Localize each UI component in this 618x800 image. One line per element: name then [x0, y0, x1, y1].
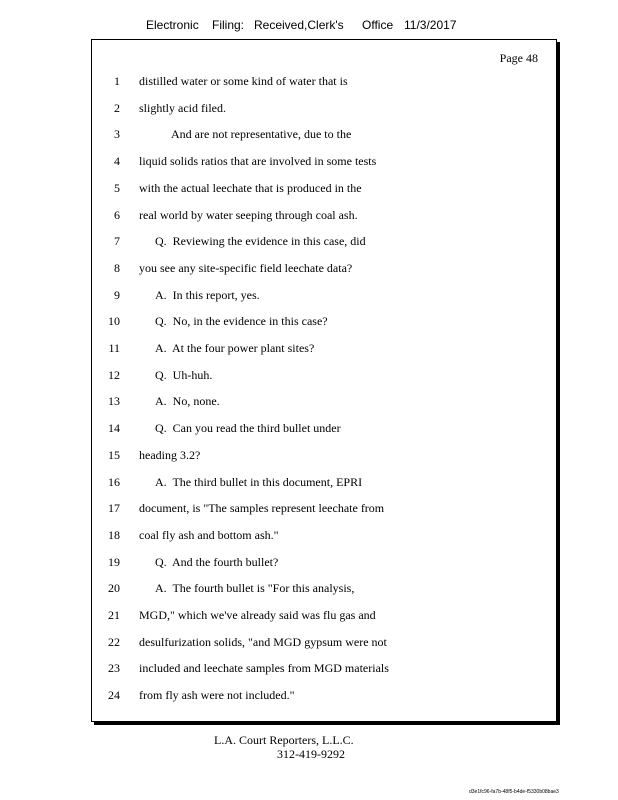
line-number: 12 [108, 367, 120, 382]
line-number: 21 [108, 608, 120, 622]
footer-company: L.A. Court Reporters, L.L.C. [214, 733, 354, 747]
transcript-line [92, 341, 552, 361]
line-text: liquid solids ratios that are involved in some tests [139, 154, 377, 169]
line-text: heading 3.2? [139, 447, 201, 462]
line-number: 7 [114, 234, 120, 249]
header-received-clerks: Received,Clerk's [254, 18, 344, 32]
line-number: 20 [108, 581, 120, 596]
transcript-line [92, 368, 552, 388]
transcript-line [92, 261, 552, 281]
line-text: document, is "The samples represent leechate from [139, 501, 385, 516]
line-text: from fly ash were not included." [139, 688, 295, 703]
line-number: 10 [108, 314, 120, 329]
line-text: Q. Uh-huh. [155, 367, 213, 382]
line-text: included and leechate samples from MGD materials [139, 661, 389, 676]
line-text: And are not representative, due to the [171, 127, 352, 142]
line-text: desulfurization solids, "and MGD gypsum were not [139, 634, 387, 649]
line-text: Q. Reviewing the evidence in this case, did [155, 234, 366, 249]
transcript-line [92, 635, 552, 655]
line-number: 9 [114, 287, 120, 302]
transcript-line [92, 101, 552, 121]
line-text: you see any site-specific field leechate data? [139, 260, 353, 275]
line-number: 11 [108, 341, 120, 355]
line-text: Q. Can you read the third bullet under [155, 421, 341, 436]
line-number: 4 [114, 154, 120, 169]
line-number: 18 [108, 527, 120, 542]
line-number: 6 [114, 207, 120, 222]
line-number: 14 [108, 421, 120, 436]
line-number: 23 [108, 661, 120, 676]
transcript-line [92, 501, 552, 521]
header-electronic: Electronic [146, 18, 199, 32]
transcript-line [92, 314, 552, 334]
transcript-line [92, 555, 552, 575]
line-text: A. The fourth bullet is "For this analysis, [155, 581, 355, 596]
transcript-line [92, 394, 552, 414]
transcript-line [92, 127, 552, 147]
transcript-line [92, 528, 552, 548]
transcript-line [92, 608, 552, 628]
line-text: A. No, none. [155, 394, 220, 409]
line-text: Q. And the fourth bullet? [155, 554, 279, 569]
transcript-line [92, 74, 552, 94]
header-date: 11/3/2017 [404, 18, 457, 32]
filing-stamp-header [0, 18, 618, 38]
line-number: 1 [114, 74, 120, 88]
line-text: coal fly ash and bottom ash." [139, 527, 279, 542]
line-text: MGD," which we've already said was flu gas and [139, 608, 376, 622]
transcript-line [92, 288, 552, 308]
transcript-line [92, 154, 552, 174]
line-number: 5 [114, 180, 120, 195]
line-text: A. The third bullet in this document, EPRI [155, 474, 363, 489]
line-text: A. At the four power plant sites? [155, 341, 315, 355]
line-number: 13 [108, 394, 120, 409]
transcript-line [92, 421, 552, 441]
transcript-line [92, 475, 552, 495]
line-text: distilled water or some kind of water that is [139, 74, 348, 88]
line-number: 15 [108, 447, 120, 462]
line-text: with the actual leechate that is produced in the [139, 180, 362, 195]
line-text: real world by water seeping through coal ash. [139, 207, 358, 222]
transcript-line [92, 581, 552, 601]
line-number: 17 [108, 501, 120, 516]
transcript-line [92, 181, 552, 201]
transcript-line [92, 448, 552, 468]
transcript-line [92, 688, 552, 708]
header-filing: Filing: [212, 18, 245, 32]
line-number: 22 [108, 634, 120, 649]
line-number: 16 [108, 474, 120, 489]
footer-phone: 312-419-9292 [277, 747, 345, 761]
document-id: d3e1fc96-fa7b-48f5-b4de-f5330b08bae3 [469, 789, 559, 795]
line-number: 24 [108, 688, 120, 703]
line-number: 8 [114, 260, 120, 275]
line-text: A. In this report, yes. [155, 287, 260, 302]
line-number: 2 [114, 100, 120, 115]
line-number: 3 [114, 127, 120, 142]
line-text: Q. No, in the evidence in this case? [155, 314, 328, 329]
transcript-line [92, 208, 552, 228]
transcript-line [92, 661, 552, 681]
line-number: 19 [108, 554, 120, 569]
transcript-line [92, 234, 552, 254]
transcript-page-frame [91, 39, 557, 722]
line-text: slightly acid filed. [139, 100, 226, 115]
header-office: Office [362, 18, 394, 32]
page-number: Page 48 [499, 51, 538, 65]
